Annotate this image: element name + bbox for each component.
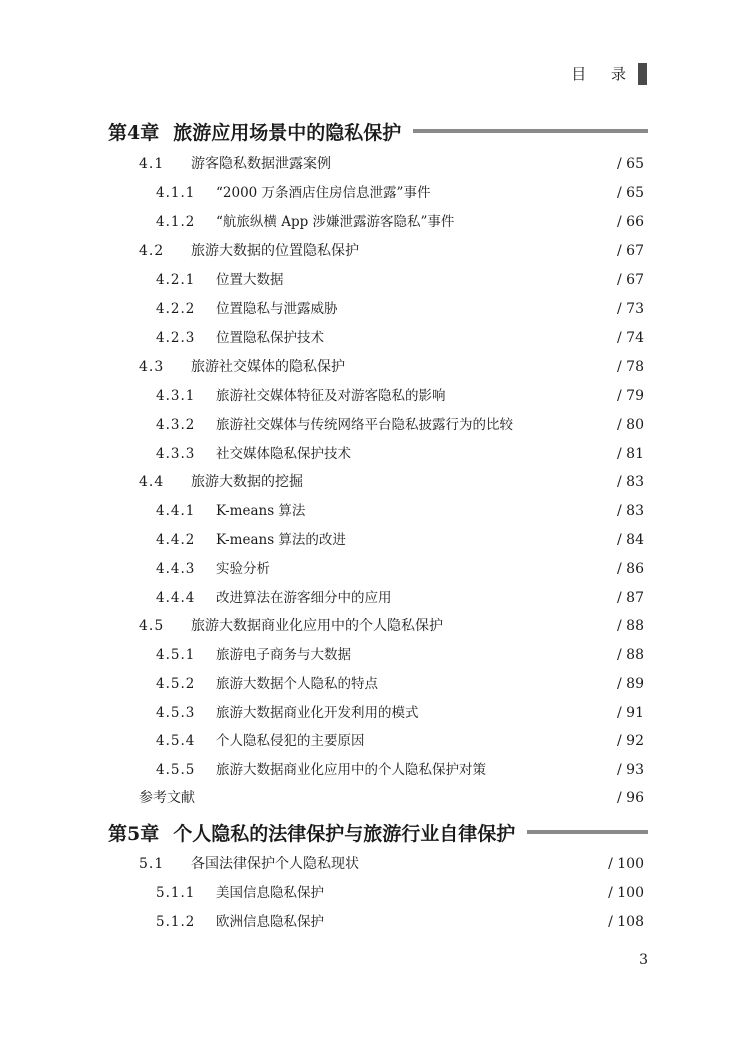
toc-entry-4-5-5[interactable]: [156, 758, 486, 782]
entry-title: 旅游大数据个人隐私的特点: [216, 676, 378, 692]
section-number: 4.5.4: [156, 733, 196, 749]
page-number: / 100: [608, 856, 644, 872]
entry-title: 各国法律保护个人隐私现状: [191, 856, 359, 872]
entry-title: 旅游社交媒体特征及对游客隐私的影响: [216, 388, 446, 404]
entry-title: 美国信息隐私保护: [216, 885, 324, 901]
toc-entry-4-5-3[interactable]: [156, 701, 419, 725]
toc-entry-5-1-1[interactable]: [156, 881, 324, 905]
section-number: 4.4.3: [156, 561, 196, 577]
toc-entry-4-2-2[interactable]: [156, 297, 338, 321]
page-number: / 92: [617, 733, 644, 749]
entry-title: 旅游社交媒体与传统网络平台隐私披露行为的比较: [216, 417, 513, 433]
toc-entry-4-5[interactable]: [139, 614, 443, 638]
header-bar: [638, 63, 647, 85]
section-number: 4.5.1: [156, 647, 196, 663]
page-number: / 79: [617, 388, 644, 404]
page-number: / 81: [617, 446, 644, 462]
chapter-heading-5: [108, 815, 648, 849]
toc-entry-5-1-2[interactable]: [156, 910, 324, 934]
section-number: 5.1: [139, 856, 165, 872]
toc-entry-4-3[interactable]: [139, 355, 345, 379]
toc-entry-4-4[interactable]: [139, 470, 303, 494]
chapter-number: 第4章: [108, 121, 160, 144]
toc-entry-4-2[interactable]: [139, 239, 359, 263]
chapter-number: 第5章: [108, 822, 160, 845]
toc-entry-4-1[interactable]: [139, 152, 331, 176]
section-number: 4.1: [139, 156, 165, 172]
section-number: 4.2: [139, 243, 165, 259]
toc-entry-4-3-2[interactable]: [156, 413, 513, 437]
section-number: 4.4.1: [156, 503, 196, 519]
chapter-title: 个人隐私的法律保护与旅游行业自律保护: [173, 822, 516, 845]
section-number: 4.3.2: [156, 417, 196, 433]
section-number: 4.3.3: [156, 446, 196, 462]
toc-entry-4-4-3[interactable]: [156, 557, 270, 581]
section-number: 4.2.3: [156, 330, 196, 346]
toc-entry-4-1-2[interactable]: [156, 210, 454, 234]
page-number: / 91: [617, 705, 644, 721]
page-number: / 96: [617, 790, 644, 806]
page-number: / 88: [617, 618, 644, 634]
entry-title: 位置隐私与泄露威胁: [216, 301, 338, 317]
section-number: 4.4.4: [156, 590, 196, 606]
page-number: / 66: [617, 214, 644, 230]
section-number: 4.3.1: [156, 388, 196, 404]
section-number: 4.1.1: [156, 185, 196, 201]
section-number: 4.4.2: [156, 532, 196, 548]
toc-entry-4-3-3[interactable]: [156, 442, 351, 466]
section-number: 4.2.2: [156, 301, 196, 317]
page-number: / 87: [617, 590, 644, 606]
entry-title: 参考文献: [139, 790, 195, 806]
page-number: / 78: [617, 359, 644, 375]
toc-entry-4-2-1[interactable]: [156, 268, 284, 292]
page-number: / 89: [617, 676, 644, 692]
section-number: 4.5.2: [156, 676, 196, 692]
entry-title: 位置隐私保护技术: [216, 330, 324, 346]
entry-title: 旅游电子商务与大数据: [216, 647, 351, 663]
entry-title: K-means 算法的改进: [216, 532, 346, 548]
toc-entry-references[interactable]: [139, 786, 195, 810]
section-number: 4.5.3: [156, 705, 196, 721]
page-number: / 65: [617, 185, 644, 201]
toc-entry-4-5-1[interactable]: [156, 643, 351, 667]
entry-title: 旅游大数据商业化应用中的个人隐私保护: [191, 618, 443, 634]
section-number: 4.3: [139, 359, 165, 375]
toc-entry-4-1-1[interactable]: [156, 181, 430, 205]
entry-title: 旅游大数据商业化开发利用的模式: [216, 705, 419, 721]
entry-title: 游客隐私数据泄露案例: [191, 156, 331, 172]
toc-entry-4-5-4[interactable]: [156, 729, 365, 753]
toc-entry-4-4-4[interactable]: [156, 586, 392, 610]
page-number: / 73: [617, 301, 644, 317]
entry-title: 位置大数据: [216, 272, 284, 288]
page-number: / 67: [617, 243, 644, 259]
entry-title: 旅游大数据的挖掘: [191, 474, 303, 490]
page-number: / 108: [608, 914, 644, 930]
chapter-heading-4: [108, 114, 648, 148]
section-number: 4.5: [139, 618, 165, 634]
chapter-title: 旅游应用场景中的隐私保护: [173, 121, 402, 144]
section-number: 5.1.1: [156, 885, 196, 901]
section-number: 5.1.2: [156, 914, 196, 930]
toc-entry-4-5-2[interactable]: [156, 672, 378, 696]
section-number: 4.5.5: [156, 762, 196, 778]
section-number: 4.4: [139, 474, 165, 490]
page-number: / 83: [617, 503, 644, 519]
entry-title: 旅游社交媒体的隐私保护: [191, 359, 345, 375]
section-number: 4.2.1: [156, 272, 196, 288]
toc-entry-4-2-3[interactable]: [156, 326, 324, 350]
chapter-rule: [527, 830, 648, 834]
chapter-rule: [413, 129, 648, 133]
page-folio: 3: [639, 952, 648, 968]
entry-title: 欧洲信息隐私保护: [216, 914, 324, 930]
entry-title: K-means 算法: [216, 503, 306, 519]
page-number: / 84: [617, 532, 644, 548]
toc-entry-4-4-1[interactable]: [156, 499, 305, 523]
page-number: / 93: [617, 762, 644, 778]
entry-title: 个人隐私侵犯的主要原因: [216, 733, 365, 749]
page-number: / 83: [617, 474, 644, 490]
page-number: / 100: [608, 885, 644, 901]
entry-title: “航旅纵横 App 涉嫌泄露游客隐私”事件: [216, 214, 455, 230]
section-number: 4.1.2: [156, 214, 196, 230]
entry-title: “2000 万条酒店住房信息泄露”事件: [216, 185, 431, 201]
toc-entry-4-4-2[interactable]: [156, 528, 346, 552]
header-title: 目 录: [571, 65, 636, 83]
page-number: / 67: [617, 272, 644, 288]
page-number: / 74: [617, 330, 644, 346]
entry-title: 改进算法在游客细分中的应用: [216, 590, 392, 606]
toc-entry-5-1[interactable]: [139, 852, 359, 876]
entry-title: 社交媒体隐私保护技术: [216, 446, 351, 462]
page-number: / 65: [617, 156, 644, 172]
page-number: / 80: [617, 417, 644, 433]
entry-title: 实验分析: [216, 561, 270, 577]
entry-title: 旅游大数据商业化应用中的个人隐私保护对策: [216, 762, 486, 778]
page-number: / 88: [617, 647, 644, 663]
toc-entry-4-3-1[interactable]: [156, 384, 446, 408]
entry-title: 旅游大数据的位置隐私保护: [191, 243, 359, 259]
page-number: / 86: [617, 561, 644, 577]
